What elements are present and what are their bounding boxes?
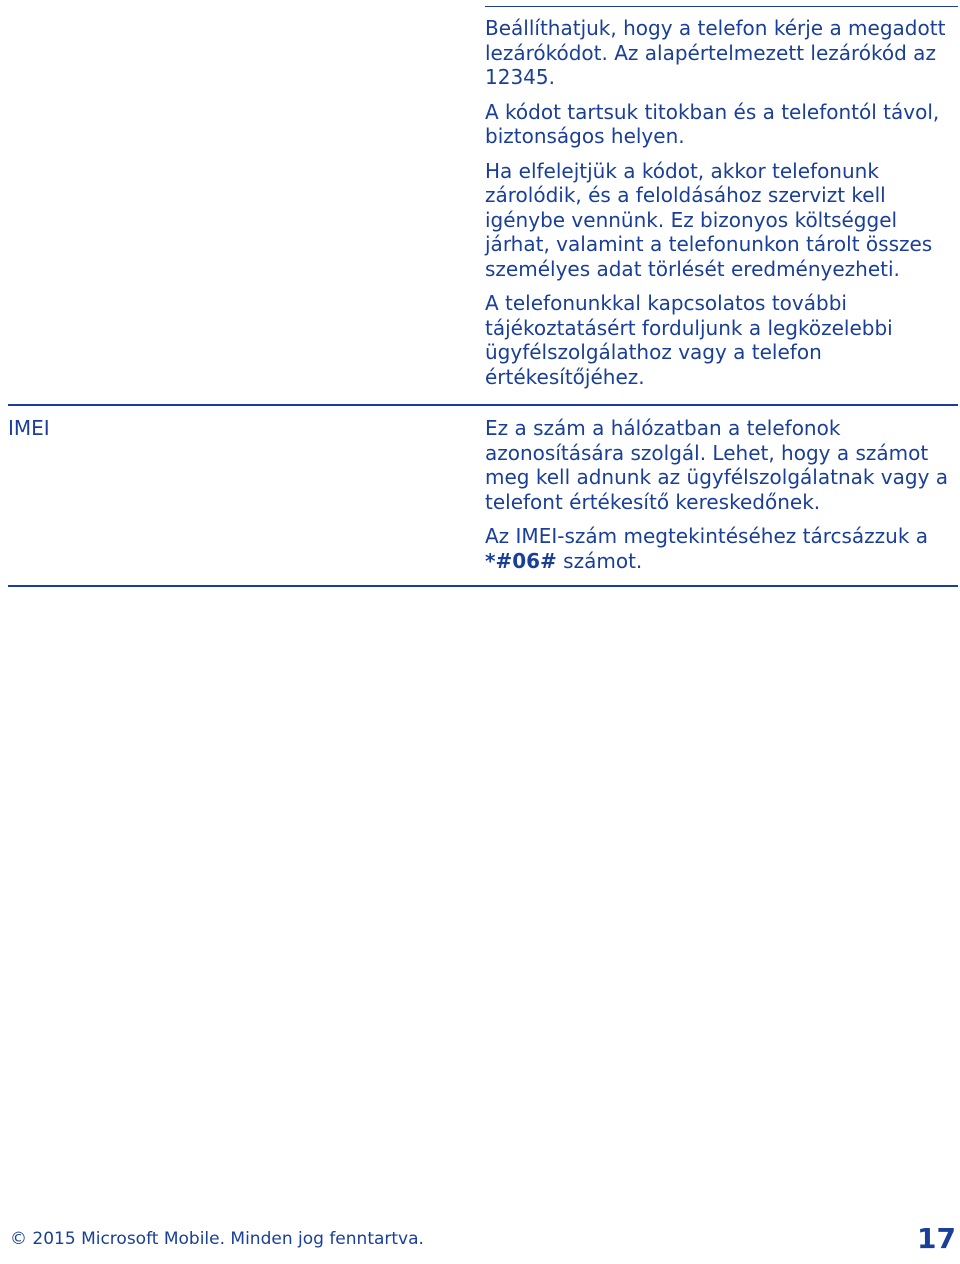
top-right-rule bbox=[485, 6, 958, 7]
table-bottom-rule bbox=[8, 585, 958, 587]
copyright-notice: © 2015 Microsoft Mobile. Minden jog fenntartva. bbox=[10, 1229, 424, 1249]
imei-code: *#06# bbox=[485, 548, 557, 573]
imei-description bbox=[485, 416, 950, 583]
instruction-text: Az IMEI-szám megtekintéséhez tárcsázzuk a bbox=[485, 524, 929, 548]
imei-label: IMEI bbox=[8, 416, 50, 440]
paragraph: A kódot tartsuk titokban és a telefontól távol, biztonságos helyen. bbox=[485, 99, 940, 148]
paragraph: Beállíthatjuk, hogy a telefon kérje a megadott lezárókódot. Az alapértelmezett lezárókód az 12345. bbox=[485, 16, 946, 89]
instruction-suffix: számot. bbox=[556, 548, 643, 573]
row-divider bbox=[8, 404, 958, 406]
page-number: 17 bbox=[917, 1222, 956, 1255]
lock-code-description bbox=[485, 16, 950, 399]
paragraph: Ha elfelejtjük a kódot, akkor telefonunk zárolódik, és a feloldásához szervizt kell igénybe vennünk. Ez bizonyos költséggel járhat, valamint a telefonunkon tárolt összes személyes adat törlését eredményezheti. bbox=[485, 158, 933, 281]
imei-dial-instruction bbox=[485, 524, 950, 573]
paragraph: A telefonunkkal kapcsolatos további tájékoztatásért forduljunk a legközelebbi ügyfélszolgálathoz vagy a telefon értékesítőjéhez. bbox=[485, 291, 893, 389]
paragraph: Ez a szám a hálózatban a telefonok azonosítására szolgál. Lehet, hogy a számot meg kell adnunk az ügyfélszolgálatnak vagy a telefont értékesítő kereskedőnek. bbox=[485, 416, 949, 514]
